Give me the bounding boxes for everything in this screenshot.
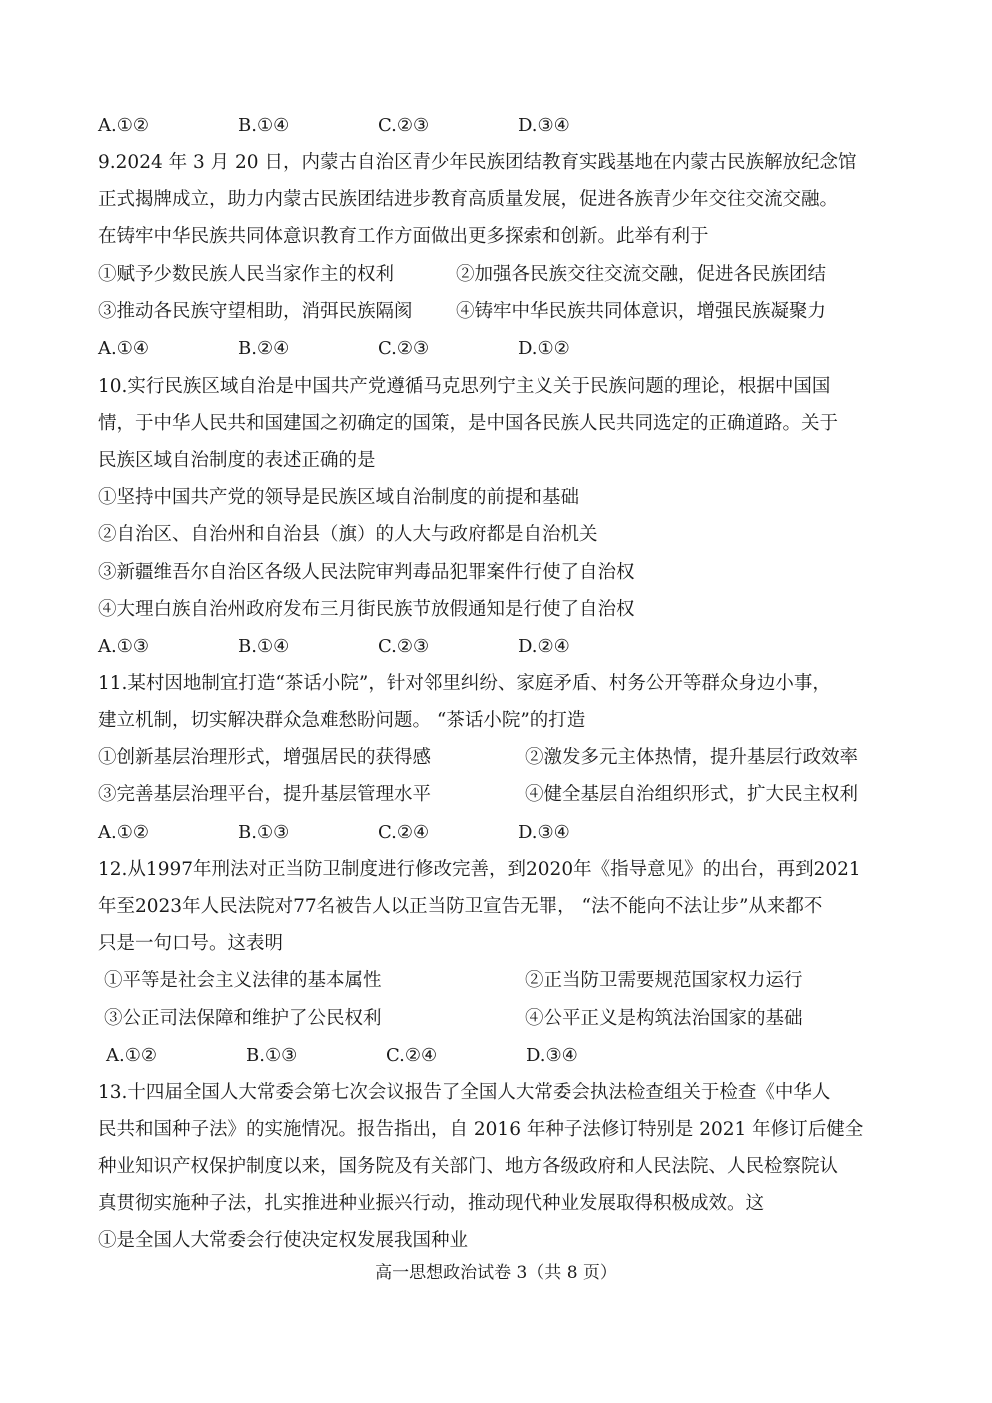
q11-stem-line-2: 建立机制，切实解决群众急难愁盼问题。 “茶话小院”的打造 (98, 710, 586, 731)
q11-options (98, 820, 658, 846)
q9-item-1: ①赋予少数民族人民当家作主的权利 (98, 264, 395, 285)
option-b: B.①④ (238, 636, 290, 657)
q12-item-3: ③公正司法保障和维护了公民权利 (104, 1008, 382, 1029)
option-b: B.②④ (238, 338, 290, 359)
q12-item-4: ④公平正义是构筑法治国家的基础 (525, 1008, 803, 1029)
q10-stem-line-3: 民族区域自治制度的表述正确的是 (98, 450, 376, 471)
option-c: C.②④ (378, 822, 430, 843)
option-a: A.①② (98, 822, 149, 843)
option-b: B.①④ (238, 115, 290, 136)
q10-item-2: ②自治区、自治州和自治县（旗）的人大与政府都是自治机关 (98, 524, 598, 545)
q12-stem-line-2: 年至2023年人民法院对77名被告人以正当防卫宣告无罪， “法不能向不法让步”从来都不 (98, 896, 823, 917)
q8-options (98, 113, 658, 139)
q9-items-row-1 (98, 262, 898, 288)
q12-stem-line-1: 12.从1997年刑法对正当防卫制度进行修改完善，到2020年《指导意见》的出台，再到2021 (98, 859, 861, 880)
q11-item-1: ①创新基层治理形式，增强居民的获得感 (98, 747, 432, 768)
q9-stem-line-3: 在铸牢中华民族共同体意识教育工作方面做出更多探索和创新。此举有利于 (98, 226, 709, 247)
option-d: D.②④ (518, 636, 570, 657)
q10-item-1: ①坚持中国共产党的领导是民族区域自治制度的前提和基础 (98, 487, 580, 508)
q12-options (106, 1043, 666, 1069)
option-a: A.①② (106, 1045, 157, 1066)
q10-stem-line-2: 情，于中华人民共和国建国之初确定的国策，是中国各民族人民共同选定的正确道路。关于 (98, 413, 839, 434)
q10-stem-line-1: 10.实行民族区域自治是中国共产党遵循马克思列宁主义关于民族问题的理论，根据中国国 (98, 376, 831, 397)
q11-items-row-2 (98, 782, 898, 808)
q13-stem-line-4: 真贯彻实施种子法，扎实推进种业振兴行动，推动现代种业发展取得积极成效。这 (98, 1193, 765, 1214)
option-a: A.①④ (98, 338, 149, 359)
option-a: A.①③ (98, 636, 149, 657)
q12-item-1: ①平等是社会主义法律的基本属性 (104, 970, 382, 991)
q12-items-row-2 (98, 1006, 898, 1032)
q9-items-row-2 (98, 299, 898, 325)
option-d: D.①② (518, 338, 570, 359)
q10-item-3: ③新疆维吾尔自治区各级人民法院审判毒品犯罪案件行使了自治权 (98, 562, 635, 583)
q9-options (98, 336, 658, 362)
option-d: D.③④ (518, 822, 570, 843)
q11-item-3: ③完善基层治理平台，提升基层管理水平 (98, 784, 432, 805)
q9-stem-line-1: 9.2024 年 3 月 20 日，内蒙古自治区青少年民族团结教育实践基地在内蒙古民族解放纪念馆 (98, 152, 857, 173)
q13-stem-line-3: 种业知识产权保护制度以来，国务院及有关部门、地方各级政府和人民法院、人民检察院认 (98, 1156, 839, 1177)
q10-item-4: ④大理白族自治州政府发布三月街民族节放假通知是行使了自治权 (98, 599, 635, 620)
option-c: C.②③ (378, 636, 430, 657)
option-d: D.③④ (518, 115, 570, 136)
q10-options (98, 634, 658, 660)
q9-stem-line-2: 正式揭牌成立，助力内蒙古民族团结进步教育高质量发展，促进各族青少年交往交流交融。 (98, 189, 839, 210)
q11-item-4: ④健全基层自治组织形式，扩大民主权利 (525, 784, 859, 805)
q9-item-4: ④铸牢中华民族共同体意识，增强民族凝聚力 (456, 301, 827, 322)
option-c: C.②④ (386, 1045, 438, 1066)
option-c: C.②③ (378, 338, 430, 359)
q11-stem-line-1: 11.某村因地制宜打造“茶话小院”，针对邻里纠纷、家庭矛盾、村务公开等群众身边小事， (98, 673, 831, 694)
option-d: D.③④ (526, 1045, 578, 1066)
page-footer: 高一思想政治试卷 3（共 8 页） (375, 1263, 617, 1283)
q11-items-row-1 (98, 745, 898, 771)
q9-item-3: ③推动各民族守望相助，消弭民族隔阂 (98, 301, 413, 322)
option-b: B.①③ (246, 1045, 298, 1066)
q9-item-2: ②加强各民族交往交流交融，促进各民族团结 (456, 264, 827, 285)
q12-stem-line-3: 只是一句口号。这表明 (98, 933, 284, 954)
q13-stem-line-1: 13.十四届全国人大常委会第七次会议报告了全国人大常委会执法检查组关于检查《中华人 (98, 1082, 831, 1103)
q13-item-1: ①是全国人大常委会行使决定权发展我国种业 (98, 1230, 469, 1251)
option-b: B.①③ (238, 822, 290, 843)
q12-items-row-1 (98, 968, 898, 994)
q11-item-2: ②激发多元主体热情，提升基层行政效率 (525, 747, 859, 768)
q12-item-2: ②正当防卫需要规范国家权力运行 (525, 970, 803, 991)
q13-stem-line-2: 民共和国种子法》的实施情况。报告指出，自 2016 年种子法修订特别是 2021 年修订后健全 (98, 1119, 864, 1140)
option-c: C.②③ (378, 115, 430, 136)
option-a: A.①② (98, 115, 149, 136)
